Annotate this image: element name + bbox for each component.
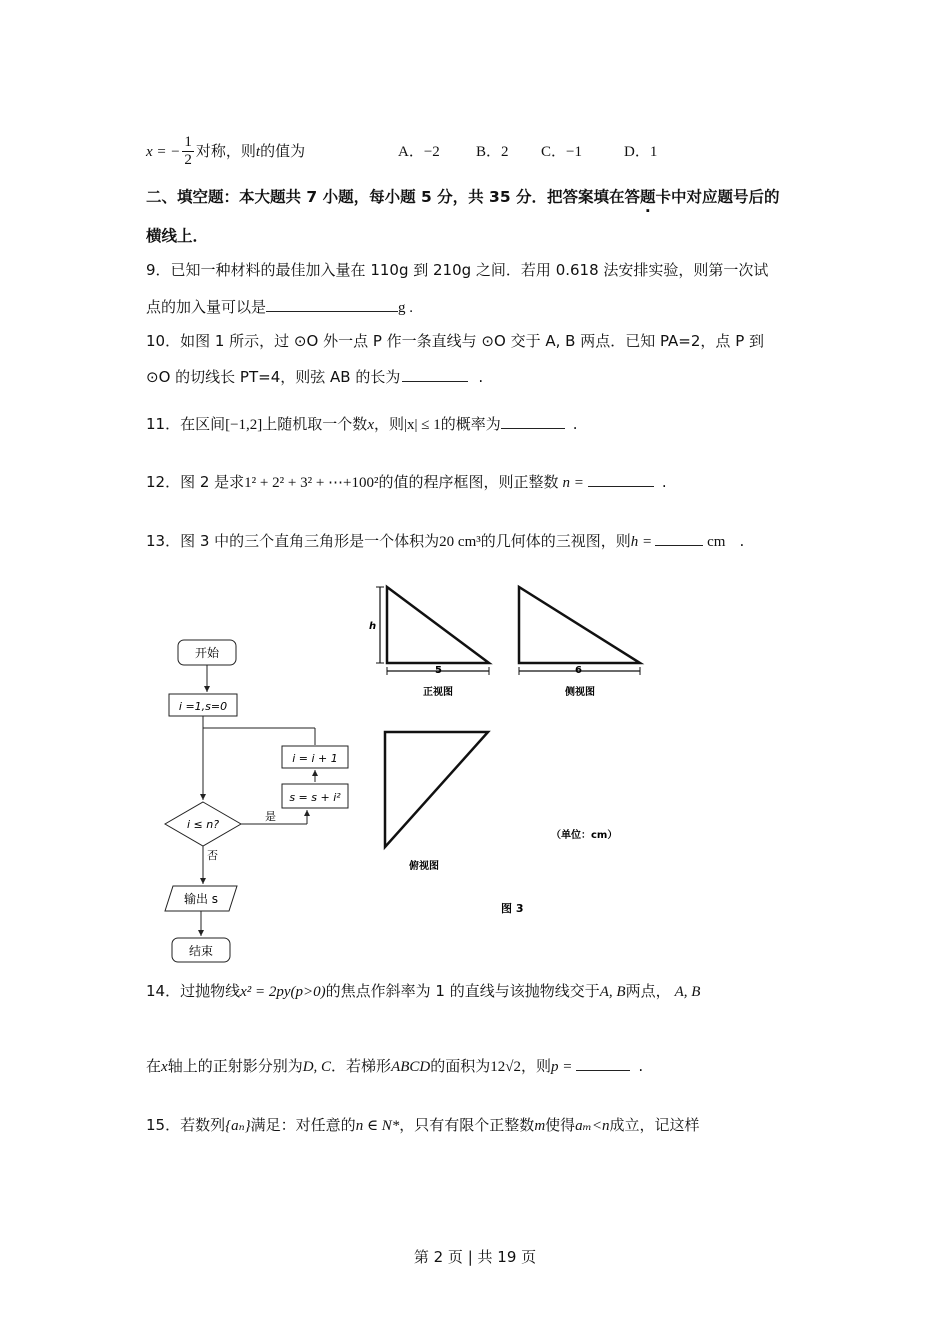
q8-option-c: C．−1 bbox=[541, 144, 582, 160]
q11-text-c: ，则 bbox=[373, 415, 404, 433]
figure3-caption: 图 3 bbox=[501, 902, 524, 915]
q12-expression: 1² + 2² + 3² + ⋯+100² bbox=[244, 475, 379, 491]
q14-text-i: . bbox=[638, 1057, 644, 1075]
q15-text-b: 满足：对任意的 bbox=[250, 1116, 356, 1134]
q14-points-dc: D, C bbox=[302, 1059, 332, 1075]
q13-text-b: 的几何体的三视图，则 bbox=[480, 532, 631, 550]
q14-var-x: x bbox=[161, 1059, 168, 1075]
flow-start-text: 开始 bbox=[194, 646, 220, 660]
q15-text-e: 成立，记这样 bbox=[609, 1116, 700, 1134]
q8-fraction bbox=[182, 134, 194, 169]
q14-text-c: 两点， bbox=[625, 982, 671, 1000]
q15-text-d: 使得 bbox=[545, 1116, 576, 1134]
q14-answer-blank bbox=[576, 1056, 630, 1071]
front-view-label: 正视图 bbox=[423, 687, 453, 698]
flow-no-label: 否 bbox=[207, 849, 218, 862]
q9-line2 bbox=[146, 296, 413, 317]
q15-inequality: aₘ<n bbox=[575, 1118, 610, 1134]
q10-text-a: ⊙O 的切线长 PT=4，则弦 AB 的长为 bbox=[146, 368, 401, 386]
q14-line1 bbox=[146, 980, 700, 1001]
side-view-label: 侧视图 bbox=[565, 687, 595, 698]
flowchart-figure bbox=[155, 630, 360, 970]
q15-text-a: 15．若数列 bbox=[146, 1116, 226, 1134]
top-view-triangle bbox=[385, 732, 488, 847]
flow-output-text: 输出 s bbox=[183, 892, 219, 906]
q15-line bbox=[146, 1114, 700, 1135]
q14-text-g: 的面积为 bbox=[430, 1057, 491, 1075]
unit-note: （单位：cm） bbox=[551, 830, 618, 841]
q10-text-b: . bbox=[478, 368, 484, 386]
q11-text-d: 的概率为 bbox=[440, 415, 501, 433]
q9-line1: 9．已知一种材料的最佳加入量在 110g 到 210g 之间．若用 0.618 法安排实验，则第一次试 bbox=[146, 261, 769, 279]
q14-text-b: 的焦点作斜率为 1 的直线与该抛物线交于 bbox=[325, 982, 600, 1000]
q14-text-e: 轴上的正射影分别为 bbox=[167, 1057, 303, 1075]
q10-line1: 10．如图 1 所示，过 ⊙O 外一点 P 作一条直线与 ⊙O 交于 A, B 两点．已知 PA=2，点 P 到 bbox=[146, 332, 765, 350]
q11-line bbox=[146, 413, 578, 434]
q14-text-a: 14．过抛物线 bbox=[146, 982, 241, 1000]
section2-emphasis: 答题卡 bbox=[624, 188, 672, 206]
q8-equation: x = − bbox=[146, 144, 181, 160]
front-dim-width: 5 bbox=[435, 665, 442, 676]
q12-text-b: 的值的程序框图，则正整数 bbox=[378, 473, 559, 491]
q13-text-c: . bbox=[739, 532, 745, 550]
q14-line2 bbox=[146, 1055, 643, 1076]
section2-text-a: 二、填空题：本大题共 7 小题，每小题 5 分，共 35 分．把答案填在 bbox=[146, 188, 625, 206]
flow-update-i-text: i = i + 1 bbox=[292, 752, 338, 765]
flow-end-text: 结束 bbox=[188, 944, 214, 958]
section2-text-b: 中对应题号后的 bbox=[671, 188, 780, 206]
q8-option-d: D．1 bbox=[624, 144, 658, 160]
top-view-label: 俯视图 bbox=[409, 861, 439, 872]
q11-answer-blank bbox=[501, 414, 565, 429]
q10-line2 bbox=[146, 366, 483, 387]
q8-text-a: 对称，则 bbox=[195, 142, 256, 160]
q12-text-a: 12．图 2 是求 bbox=[146, 473, 245, 491]
section2-heading-line1 bbox=[146, 185, 780, 207]
side-dim-width: 6 bbox=[575, 665, 582, 676]
q15-var-m: m bbox=[534, 1118, 546, 1134]
q11-condition: |x| ≤ 1 bbox=[404, 417, 441, 433]
front-view-triangle bbox=[387, 587, 489, 663]
q11-text-a: 11．在区间 bbox=[146, 415, 226, 433]
q11-var-x: x bbox=[367, 417, 374, 433]
q14-trapezoid: ABCD bbox=[391, 1059, 431, 1075]
q11-text-e: . bbox=[572, 415, 578, 433]
q8-text-b: 的值为 bbox=[260, 142, 306, 160]
section2-heading-line2: 横线上． bbox=[146, 227, 209, 245]
q14-var-p: p = bbox=[551, 1059, 573, 1075]
q13-unit: cm bbox=[707, 534, 726, 550]
q15-condition: n ∈ N* bbox=[355, 1118, 400, 1134]
q15-sequence: {aₙ} bbox=[225, 1118, 251, 1134]
q9-text-a: 点的加入量可以是 bbox=[146, 298, 267, 316]
q13-volume: 20 cm³ bbox=[439, 534, 481, 550]
q11-text-b: 上随机取一个数 bbox=[262, 415, 368, 433]
flow-init-text: i =1,s=0 bbox=[178, 700, 228, 713]
side-view-triangle bbox=[519, 587, 640, 663]
flow-condition-text: i ≤ n? bbox=[186, 818, 220, 831]
page-footer: 第 2 页 | 共 19 页 bbox=[413, 1248, 537, 1266]
q15-text-c: ，只有有限个正整数 bbox=[399, 1116, 535, 1134]
q9-answer-blank bbox=[266, 297, 398, 312]
flow-update-s-text: s = s + i² bbox=[289, 791, 341, 804]
q12-var-n: n = bbox=[562, 475, 584, 491]
q13-line bbox=[146, 530, 744, 551]
q8-option-b: B．2 bbox=[476, 144, 509, 160]
q8-option-a: A．−2 bbox=[398, 144, 440, 160]
q13-var-h: h = bbox=[630, 534, 653, 550]
q8-var-t: t bbox=[255, 144, 261, 160]
q8-frac-num: 1 bbox=[184, 134, 192, 150]
q14-text-h: ，则 bbox=[520, 1057, 551, 1075]
q9-text-b: g . bbox=[398, 300, 414, 316]
q11-interval: [−1,2] bbox=[225, 417, 263, 433]
q12-text-c: . bbox=[661, 473, 667, 491]
q14-parabola-eq: x² = 2py(p>0) bbox=[240, 984, 326, 1000]
q12-answer-blank bbox=[588, 472, 654, 487]
front-dim-h: h bbox=[369, 621, 377, 632]
q14-points-ab: A, B bbox=[599, 984, 626, 1000]
q8-tail-line bbox=[146, 134, 305, 169]
three-views-figure bbox=[365, 575, 655, 930]
q14-text-f: ．若梯形 bbox=[331, 1057, 392, 1075]
q14-area: 12√2 bbox=[490, 1059, 521, 1075]
q13-text-a: 13．图 3 中的三个直角三角形是一个体积为 bbox=[146, 532, 440, 550]
q10-answer-blank bbox=[402, 367, 468, 382]
q13-answer-blank bbox=[655, 531, 703, 546]
q14-points-ab-2: A, B bbox=[674, 984, 701, 1000]
q14-text-d: 在 bbox=[146, 1057, 162, 1075]
q8-frac-den: 2 bbox=[184, 152, 192, 168]
flow-yes-label: 是 bbox=[265, 810, 276, 823]
q12-line bbox=[146, 471, 667, 492]
